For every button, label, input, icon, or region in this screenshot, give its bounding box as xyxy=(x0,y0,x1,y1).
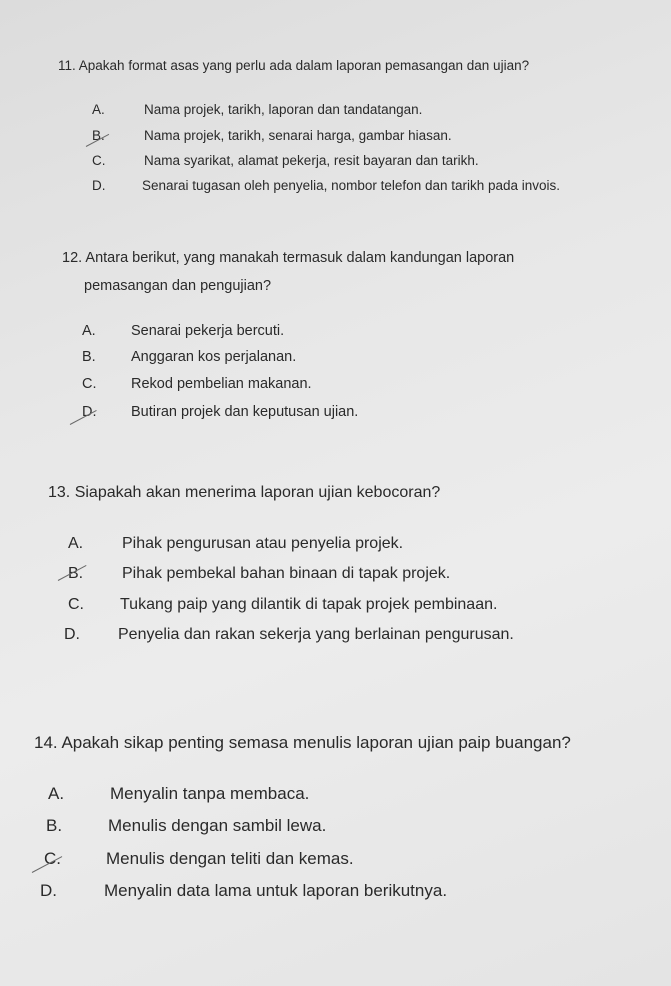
option-text: Menyalin tanpa membaca. xyxy=(110,784,310,803)
option-text: Penyelia dan rakan sekerja yang berlainan pengurusan. xyxy=(118,626,514,643)
option-letter: B. xyxy=(68,565,84,582)
question-stem-line xyxy=(48,484,440,502)
option-letter: C. xyxy=(82,376,97,392)
question-text: pemasangan dan pengujian? xyxy=(84,278,272,294)
option-text: Butiran projek dan keputusan ujian. xyxy=(131,404,359,420)
option-letter: A. xyxy=(92,102,105,117)
option-text: Nama projek, tarikh, laporan dan tandatangan. xyxy=(144,102,423,117)
question-number: 11. xyxy=(58,58,76,73)
option-text: Rekod pembelian makanan. xyxy=(131,376,312,392)
option-text: Senarai pekerja bercuti. xyxy=(131,323,285,339)
option-text: Pihak pengurusan atau penyelia projek. xyxy=(122,535,404,552)
question-number: 14. xyxy=(34,733,58,752)
option-text: Anggaran kos perjalanan. xyxy=(131,349,297,365)
option-letter: C. xyxy=(44,849,61,868)
option-letter: D. xyxy=(92,178,106,193)
option-letter: C. xyxy=(68,596,84,613)
option-letter: B. xyxy=(92,128,105,143)
option-letter: A. xyxy=(82,323,96,339)
option-letter: B. xyxy=(46,816,63,835)
question-number: 13. xyxy=(48,484,71,501)
question-stem-line xyxy=(34,733,571,753)
question-stem-line xyxy=(62,250,514,266)
question-number: 12. xyxy=(62,250,83,266)
option-letter: A. xyxy=(68,535,84,552)
option-text: Tukang paip yang dilantik di tapak projek pembinaan. xyxy=(120,596,498,613)
question-stem-line xyxy=(84,278,271,294)
question-text: Apakah format asas yang perlu ada dalam laporan pemasangan dan ujian? xyxy=(78,58,530,73)
option-text: Menulis dengan teliti dan kemas. xyxy=(106,849,354,868)
option-letter: D. xyxy=(82,404,97,420)
option-letter: A. xyxy=(48,784,65,803)
option-letter: D. xyxy=(40,881,57,900)
option-text: Nama projek, tarikh, senarai harga, gambar hiasan. xyxy=(144,128,452,143)
option-text: Pihak pembekal bahan binaan di tapak projek. xyxy=(122,565,451,582)
option-letter: B. xyxy=(82,349,96,365)
option-text: Menyalin data lama untuk laporan berikutnya. xyxy=(104,881,448,900)
option-letter: C. xyxy=(92,153,106,168)
option-text: Nama syarikat, alamat pekerja, resit bayaran dan tarikh. xyxy=(144,153,479,168)
option-text: Senarai tugasan oleh penyelia, nombor telefon dan tarikh pada invois. xyxy=(142,178,561,193)
option-text: Menulis dengan sambil lewa. xyxy=(108,816,327,835)
option-letter: D. xyxy=(64,626,80,643)
question-stem-line xyxy=(58,58,529,73)
question-text: Apakah sikap penting semasa menulis laporan ujian paip buangan? xyxy=(61,733,571,752)
question-text: Antara berikut, yang manakah termasuk dalam kandungan laporan xyxy=(85,250,515,266)
question-text: Siapakah akan menerima laporan ujian kebocoran? xyxy=(74,484,441,501)
